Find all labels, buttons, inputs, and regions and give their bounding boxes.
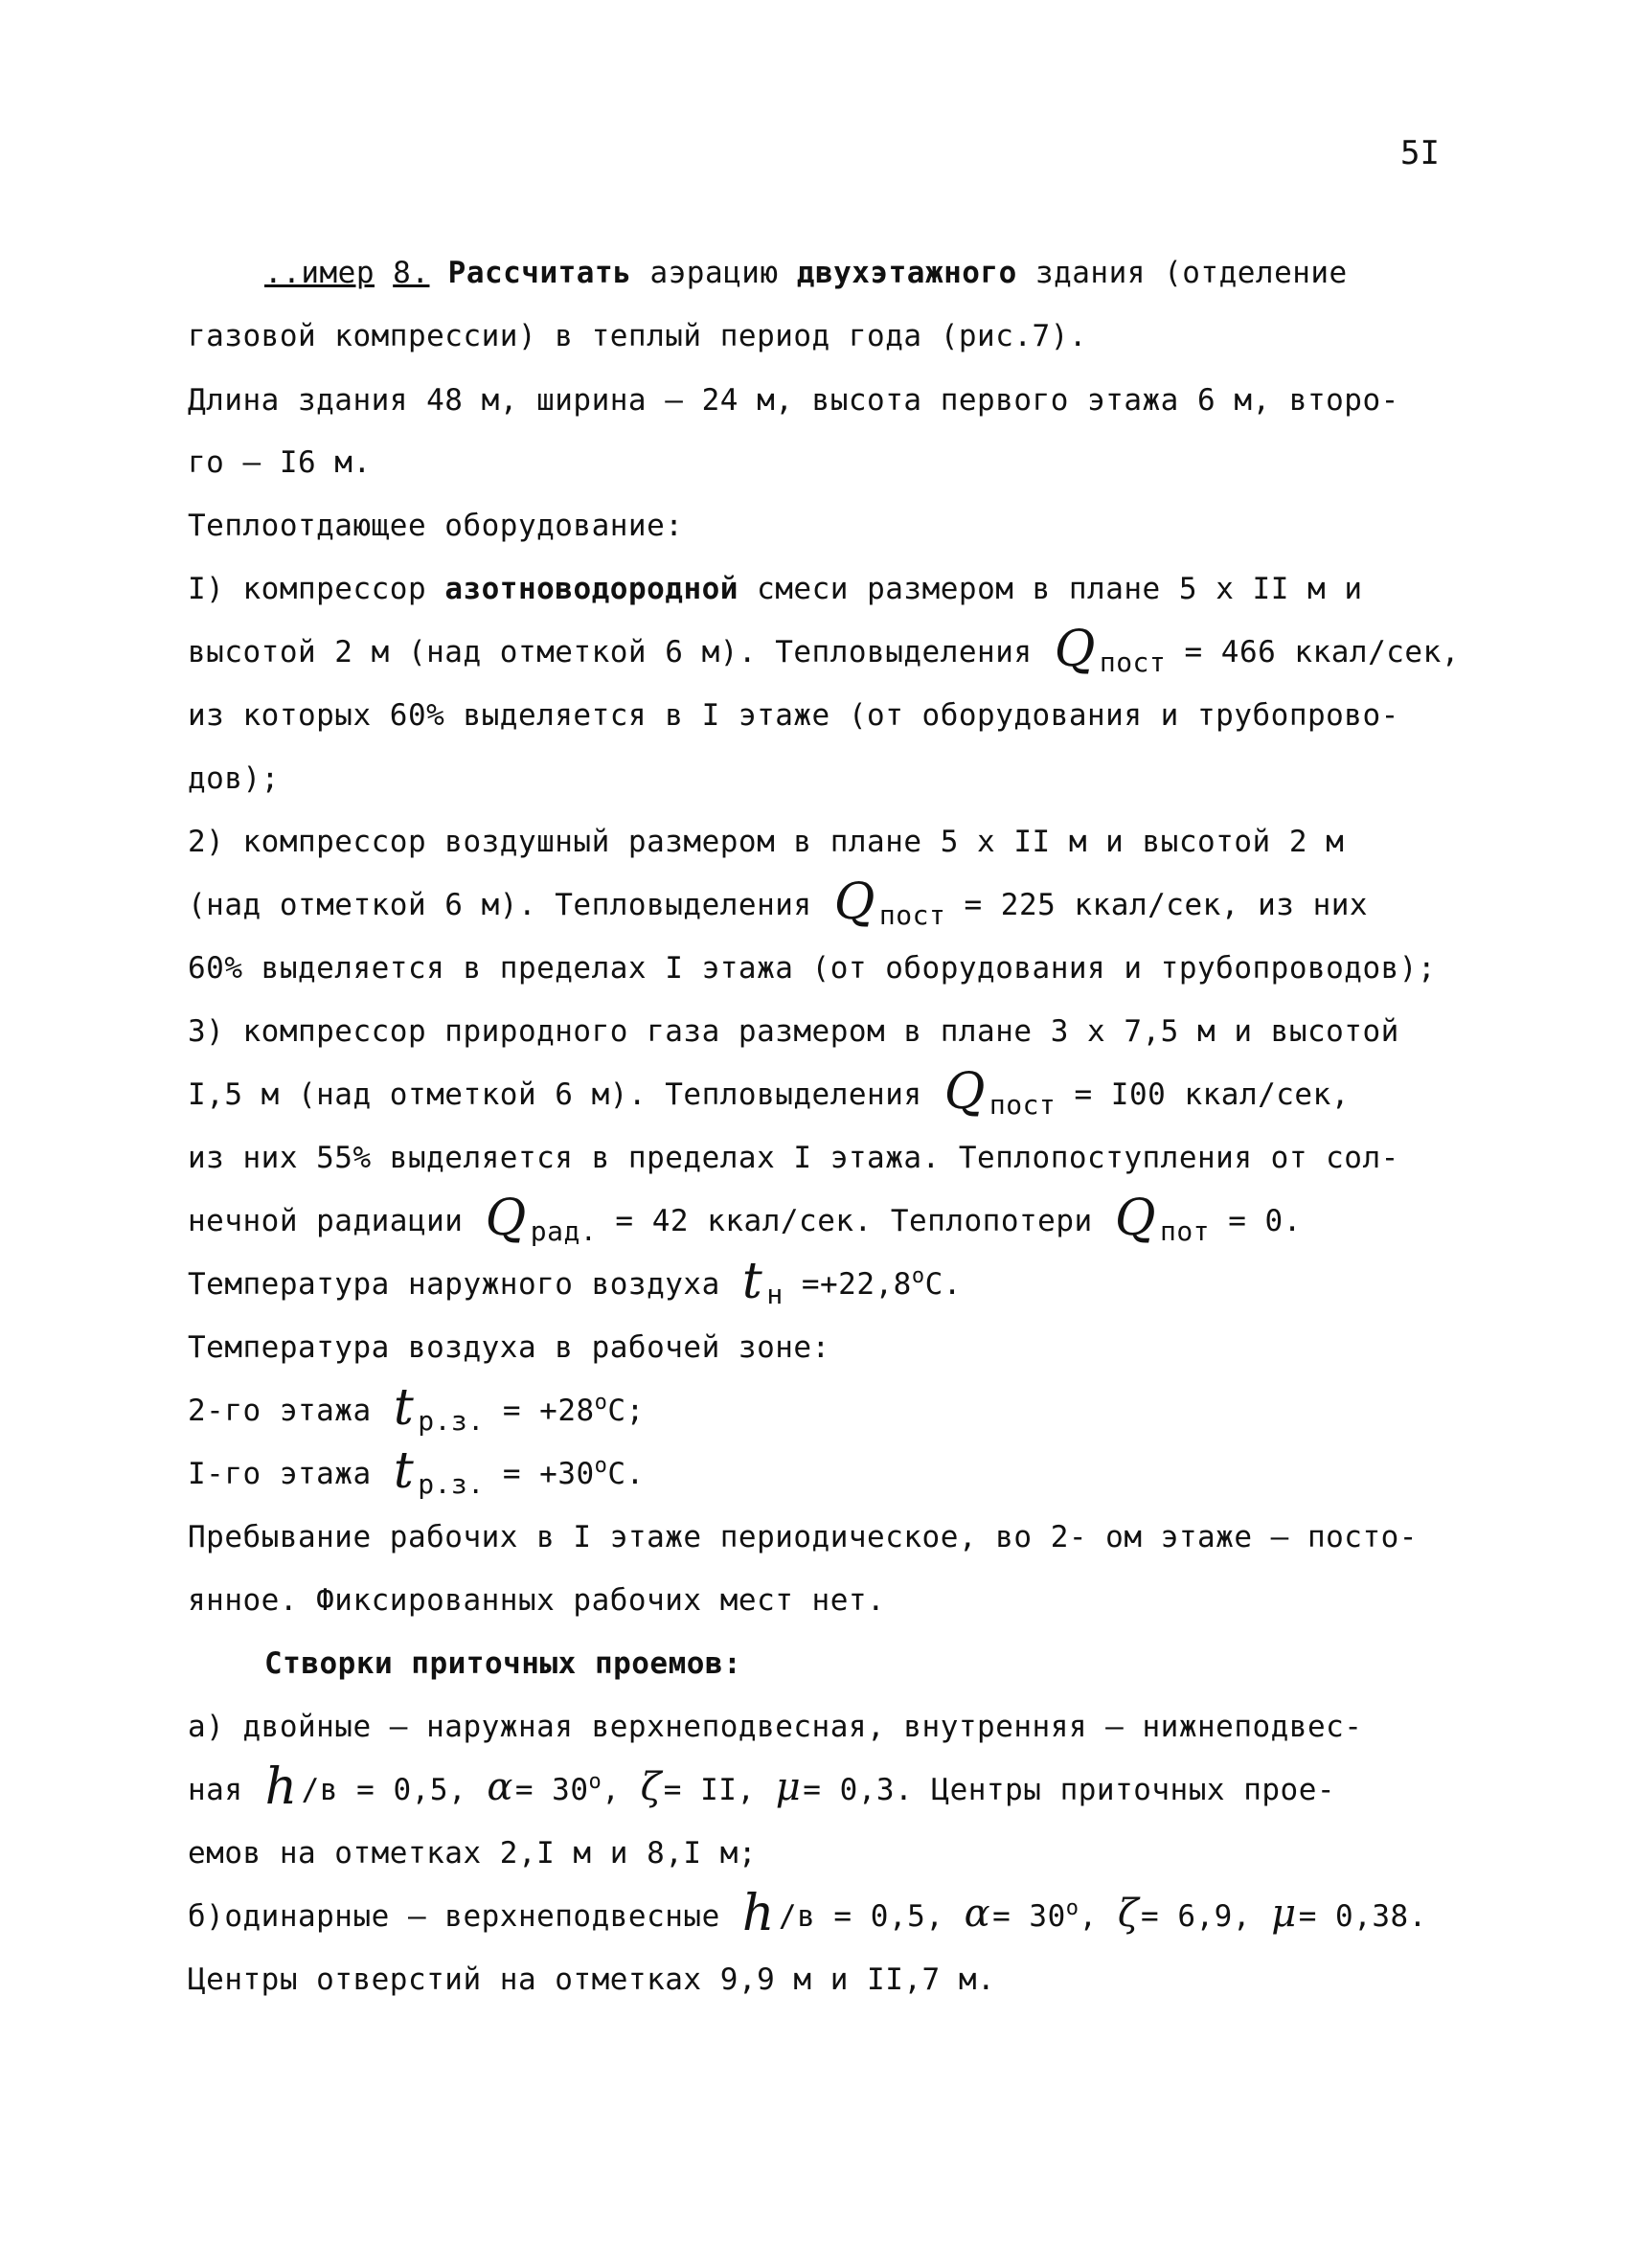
q-subscript: пост — [1099, 646, 1167, 678]
text-line-25 — [188, 1758, 1336, 1816]
text-fragment: = +30 — [502, 1457, 595, 1491]
text-line-21: Пребывание рабочих в I этаже периодическое, во 2- ом этаже – посто- — [188, 1520, 1418, 1554]
text-fragment: C. — [607, 1457, 645, 1491]
text-line-7 — [188, 621, 1460, 678]
text-fragment: = +28 — [502, 1394, 595, 1428]
degree-sign: o — [594, 1391, 608, 1415]
mu-symbol: μ — [1271, 1892, 1297, 1936]
text-fragment: , — [1079, 1899, 1098, 1934]
text-fragment: /в = 0,5, — [301, 1773, 467, 1807]
text-fragment: /в = 0,5, — [778, 1899, 944, 1934]
item-1-size: смеси размером в плане 5 x II м и — [757, 572, 1363, 606]
text-line-6 — [188, 572, 1363, 606]
text-line-22: янное. Фиксированных рабочих мест нет. — [188, 1583, 886, 1618]
text-line-28: Центры отверстий на отметках 9,9 м и II,7 м. — [188, 1962, 996, 1997]
zeta-symbol: ζ — [640, 1765, 662, 1809]
text-line-11 — [188, 873, 1369, 931]
text-line-2: газовой компрессии) в теплый период года (рис.7). — [188, 319, 1088, 353]
text-fragment: = II, — [663, 1773, 756, 1807]
page-number: 5I — [1400, 134, 1440, 172]
degree-sign: o — [1065, 1896, 1079, 1920]
t-symbol: t — [741, 1253, 763, 1310]
text-fragment: I,5 м (над отметкой 6 м). Тепловыделения — [188, 1077, 922, 1112]
q-subscript: пот — [1159, 1215, 1211, 1247]
text-line-5: Теплоотдающее оборудование: — [188, 509, 684, 543]
text-line-8: из которых 60% выделяется в I этаже (от оборудования и трубопрово- — [188, 698, 1399, 733]
item-1-label: I) компрессор — [188, 572, 427, 606]
text-fragment: 2-го этажа — [188, 1394, 372, 1428]
text-fragment: C; — [607, 1394, 645, 1428]
text-fragment: = 0,38. — [1298, 1899, 1427, 1934]
text-line-3: Длина здания 48 м, ширина – 24 м, высота первого этажа 6 м, второ- — [188, 383, 1399, 418]
alpha-symbol: α — [487, 1765, 513, 1809]
text-fragment: I-го этажа — [188, 1457, 372, 1491]
text-fragment: =+22,8 — [801, 1267, 912, 1302]
q-symbol: Q — [485, 1190, 527, 1247]
text-line-10: 2) компрессор воздушный размером в плане 5 x II м и высотой 2 м — [188, 825, 1345, 859]
text-line-4: го – I6 м. — [188, 445, 372, 480]
q-symbol: Q — [943, 1063, 986, 1121]
text-line-19 — [188, 1379, 645, 1437]
mixture-name: азотноводородной — [444, 572, 738, 606]
t-subscript: н — [766, 1279, 784, 1310]
degree-sign: o — [588, 1770, 602, 1794]
text-fragment: ная — [188, 1773, 243, 1807]
mu-symbol: μ — [775, 1765, 802, 1809]
zeta-symbol: ζ — [1117, 1892, 1140, 1936]
text-fragment: , — [602, 1773, 621, 1807]
text-line-9: дов); — [188, 761, 280, 796]
text-fragment: = 466 ккал/сек, — [1184, 635, 1460, 669]
text-line-26: емов на отметках 2,I м и 8,I м; — [188, 1836, 758, 1871]
text-fragment: б)одинарные – верхнеподвесные — [188, 1899, 720, 1934]
text-fragment: = I00 ккал/сек, — [1074, 1077, 1350, 1112]
task-word: аэрацию — [649, 256, 779, 290]
alpha-symbol: α — [964, 1892, 991, 1936]
text-line-1 — [264, 256, 1348, 290]
example-label: ..имер — [264, 256, 375, 290]
example-number: 8. — [393, 256, 430, 290]
text-fragment: Температура наружного воздуха — [188, 1267, 720, 1302]
text-fragment: высотой 2 м (над отметкой 6 м). Тепловыделения — [188, 635, 1033, 669]
t-symbol: t — [393, 1379, 415, 1437]
t-subscript: р.з. — [418, 1468, 485, 1500]
text-line-16 — [188, 1190, 1302, 1247]
q-subscript: пост — [878, 899, 946, 931]
task-verb: Рассчитать — [447, 256, 632, 290]
task-rest: здания (отделение — [1034, 256, 1348, 290]
q-symbol: Q — [1054, 621, 1096, 678]
h-symbol: h — [264, 1758, 298, 1816]
q-symbol: Q — [833, 873, 875, 931]
t-symbol: t — [393, 1442, 415, 1500]
text-fragment: = 30 — [992, 1899, 1066, 1934]
text-fragment: = 0,3. Центры приточных прое- — [803, 1773, 1336, 1807]
q-subscript: рад. — [530, 1215, 598, 1247]
text-line-18: Температура воздуха в рабочей зоне: — [188, 1330, 830, 1365]
text-line-17 — [188, 1253, 962, 1310]
text-line-15: из них 55% выделяется в пределах I этажа. Теплопоступления от сол- — [188, 1141, 1399, 1175]
text-fragment: = 0. — [1228, 1204, 1302, 1238]
text-fragment: = 6,9, — [1141, 1899, 1252, 1934]
text-fragment: = 225 ккал/сек, из них — [964, 888, 1369, 922]
degree-sign: o — [594, 1454, 608, 1478]
building-type: двухэтажного — [796, 256, 1017, 290]
text-line-20 — [188, 1442, 645, 1500]
text-fragment: нечной радиации — [188, 1204, 464, 1238]
h-symbol: h — [741, 1885, 775, 1942]
text-fragment: = 30 — [514, 1773, 589, 1807]
q-subscript: пост — [988, 1089, 1057, 1121]
text-line-14 — [188, 1063, 1350, 1121]
text-fragment: C. — [924, 1267, 962, 1302]
q-symbol: Q — [1114, 1190, 1156, 1247]
text-line-24: а) двойные – наружная верхнеподвесная, внутренняя – нижнеподвес- — [188, 1710, 1363, 1744]
t-subscript: р.з. — [418, 1405, 485, 1437]
text-line-27 — [188, 1885, 1427, 1942]
text-line-13: 3) компрессор природного газа размером в плане 3 x 7,5 м и высотой — [188, 1014, 1399, 1049]
text-line-12: 60% выделяется в пределах I этажа (от оборудования и трубопроводов); — [188, 951, 1437, 986]
text-fragment: (над отметкой 6 м). Тепловыделения — [188, 888, 812, 922]
section-heading: Створки приточных проемов: — [264, 1646, 742, 1681]
text-fragment: = 42 ккал/сек. Теплопотери — [615, 1204, 1093, 1238]
degree-sign: o — [911, 1264, 925, 1288]
